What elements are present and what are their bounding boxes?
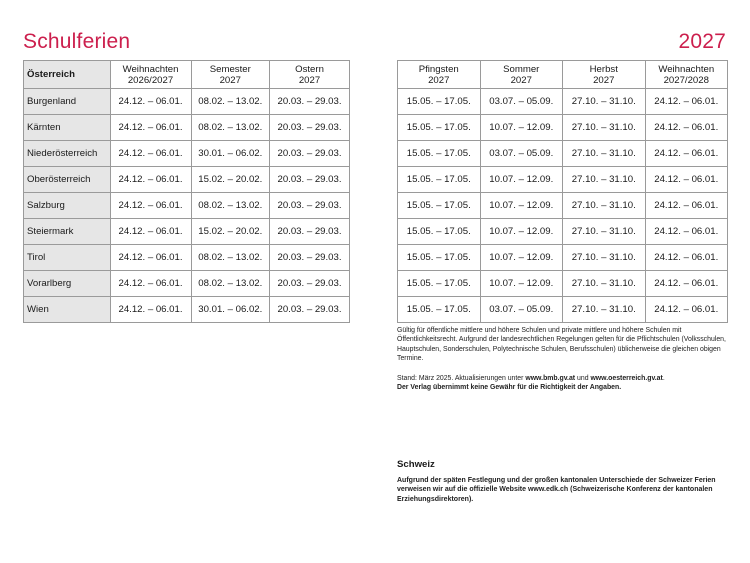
date-range-cell: 20.03. – 29.03. — [270, 271, 350, 297]
date-range-cell: 03.07. – 05.09. — [480, 141, 563, 167]
table-row — [24, 167, 350, 193]
date-range-cell: 08.02. – 13.02. — [191, 193, 270, 219]
date-range-cell: 15.05. – 17.05. — [398, 245, 481, 271]
date-range-cell: 20.03. – 29.03. — [270, 297, 350, 323]
table-row — [398, 219, 728, 245]
date-range-cell: 27.10. – 31.10. — [563, 193, 646, 219]
date-range-cell: 30.01. – 06.02. — [191, 141, 270, 167]
state-name-cell: Wien — [24, 297, 111, 323]
state-name-cell: Steiermark — [24, 219, 111, 245]
state-name-cell: Tirol — [24, 245, 111, 271]
table-row — [398, 245, 728, 271]
table-row — [24, 193, 350, 219]
column-header: Semester 2027 — [191, 61, 270, 89]
date-range-cell: 15.05. – 17.05. — [398, 141, 481, 167]
date-range-cell: 27.10. – 31.10. — [563, 167, 646, 193]
date-range-cell: 24.12. – 06.01. — [110, 115, 191, 141]
date-range-cell: 10.07. – 12.09. — [480, 115, 563, 141]
date-range-cell: 24.12. – 06.01. — [645, 297, 728, 323]
state-name-cell: Burgenland — [24, 89, 111, 115]
date-range-cell: 27.10. – 31.10. — [563, 245, 646, 271]
year-label: 2027 — [678, 30, 726, 53]
page-title: Schulferien — [23, 30, 131, 53]
state-name-cell: Oberösterreich — [24, 167, 111, 193]
table-row — [24, 245, 350, 271]
date-range-cell: 20.03. – 29.03. — [270, 141, 350, 167]
date-range-cell: 24.12. – 06.01. — [645, 193, 728, 219]
date-range-cell: 15.02. – 20.02. — [191, 219, 270, 245]
period-text: . — [662, 375, 665, 382]
table-row — [24, 271, 350, 297]
date-range-cell: 10.07. – 12.09. — [480, 219, 563, 245]
date-range-cell: 03.07. – 05.09. — [480, 297, 563, 323]
table-row — [398, 193, 728, 219]
date-range-cell: 20.03. – 29.03. — [270, 89, 350, 115]
state-name-cell: Salzburg — [24, 193, 111, 219]
date-range-cell: 24.12. – 06.01. — [645, 167, 728, 193]
link-bmb[interactable]: www.bmb.gv.at — [525, 375, 576, 382]
stand-note — [397, 374, 732, 393]
date-range-cell: 08.02. – 13.02. — [191, 271, 270, 297]
table-row — [398, 271, 728, 297]
date-range-cell: 24.12. – 06.01. — [110, 193, 191, 219]
date-range-cell: 03.07. – 05.09. — [480, 89, 563, 115]
date-range-cell: 15.05. – 17.05. — [398, 89, 481, 115]
validity-note: Gültig für öffentliche mittlere und höhere Schulen und private mittlere und höhere Schulen mit Öffentlichkeitsrecht. Aufgrund der landesrechtlichen Regelungen gelten für die Pflichtschulen (Volksschulen, Hauptschulen, Sonderschulen, Polytechnische Schulen, Berufsschulen) üblicherweise die gleichen obigen Termine. — [397, 327, 726, 363]
date-range-cell: 15.05. – 17.05. — [398, 167, 481, 193]
date-range-cell: 24.12. – 06.01. — [645, 245, 728, 271]
state-name-cell: Vorarlberg — [24, 271, 111, 297]
date-range-cell: 20.03. – 29.03. — [270, 245, 350, 271]
date-range-cell: 24.12. – 06.01. — [110, 89, 191, 115]
column-header: Herbst 2027 — [563, 61, 646, 89]
date-range-cell: 10.07. – 12.09. — [480, 271, 563, 297]
table-header-row — [24, 61, 350, 89]
date-range-cell: 20.03. – 29.03. — [270, 115, 350, 141]
date-range-cell: 24.12. – 06.01. — [110, 141, 191, 167]
date-range-cell: 15.05. – 17.05. — [398, 219, 481, 245]
column-header: Weihnachten 2027/2028 — [645, 61, 728, 89]
date-range-cell: 15.05. – 17.05. — [398, 297, 481, 323]
date-range-cell: 24.12. – 06.01. — [110, 219, 191, 245]
austria-holidays-table-left — [23, 60, 350, 323]
column-header-region: Österreich — [24, 61, 111, 89]
date-range-cell: 15.02. – 20.02. — [191, 167, 270, 193]
date-range-cell: 08.02. – 13.02. — [191, 245, 270, 271]
table-row — [398, 115, 728, 141]
schweiz-heading: Schweiz — [397, 459, 435, 470]
date-range-cell: 20.03. – 29.03. — [270, 219, 350, 245]
date-range-cell: 24.12. – 06.01. — [645, 219, 728, 245]
table-row — [24, 141, 350, 167]
date-range-cell: 24.12. – 06.01. — [110, 297, 191, 323]
date-range-cell: 20.03. – 29.03. — [270, 193, 350, 219]
table-row — [398, 297, 728, 323]
column-header: Weihnachten 2026/2027 — [110, 61, 191, 89]
disclaimer-text: Der Verlag übernimmt keine Gewähr für die Richtigkeit der Angaben. — [397, 384, 622, 392]
table-row — [24, 89, 350, 115]
date-range-cell: 27.10. – 31.10. — [563, 89, 646, 115]
date-range-cell: 08.02. – 13.02. — [191, 89, 270, 115]
date-range-cell: 30.01. – 06.02. — [191, 297, 270, 323]
schweiz-text: Aufgrund der späten Festlegung und der großen kantonalen Unterschiede der Schweizer Ferien verweisen wir auf die offizielle Website www.edk.ch (Schweizerische Konferenz der kantonalen Erziehungsdirektoren). — [397, 477, 716, 503]
column-header: Sommer 2027 — [480, 61, 563, 89]
date-range-cell: 27.10. – 31.10. — [563, 297, 646, 323]
austria-holidays-table-right — [397, 60, 728, 323]
date-range-cell: 27.10. – 31.10. — [563, 115, 646, 141]
table-header-row — [398, 61, 728, 89]
table-row — [398, 89, 728, 115]
date-range-cell: 15.05. – 17.05. — [398, 115, 481, 141]
table-row — [24, 219, 350, 245]
date-range-cell: 24.12. – 06.01. — [110, 245, 191, 271]
date-range-cell: 24.12. – 06.01. — [110, 271, 191, 297]
state-name-cell: Niederösterreich — [24, 141, 111, 167]
date-range-cell: 27.10. – 31.10. — [563, 141, 646, 167]
date-range-cell: 24.12. – 06.01. — [110, 167, 191, 193]
date-range-cell: 27.10. – 31.10. — [563, 271, 646, 297]
date-range-cell: 15.05. – 17.05. — [398, 271, 481, 297]
date-range-cell: 10.07. – 12.09. — [480, 167, 563, 193]
date-range-cell: 20.03. – 29.03. — [270, 167, 350, 193]
table-row — [24, 297, 350, 323]
state-name-cell: Kärnten — [24, 115, 111, 141]
stand-text: Stand: März 2025. Aktualisierungen unter — [397, 375, 526, 382]
date-range-cell: 27.10. – 31.10. — [563, 219, 646, 245]
table-row — [398, 141, 728, 167]
date-range-cell: 15.05. – 17.05. — [398, 193, 481, 219]
link-oesterreich[interactable]: www.oesterreich.gv.at — [590, 375, 663, 382]
date-range-cell: 10.07. – 12.09. — [480, 193, 563, 219]
column-header: Pfingsten 2027 — [398, 61, 481, 89]
date-range-cell: 24.12. – 06.01. — [645, 89, 728, 115]
date-range-cell: 24.12. – 06.01. — [645, 141, 728, 167]
date-range-cell: 24.12. – 06.01. — [645, 271, 728, 297]
table-row — [398, 167, 728, 193]
und-text: und — [575, 375, 591, 382]
date-range-cell: 24.12. – 06.01. — [645, 115, 728, 141]
date-range-cell: 08.02. – 13.02. — [191, 115, 270, 141]
column-header: Ostern 2027 — [270, 61, 350, 89]
table-row — [24, 115, 350, 141]
date-range-cell: 10.07. – 12.09. — [480, 245, 563, 271]
